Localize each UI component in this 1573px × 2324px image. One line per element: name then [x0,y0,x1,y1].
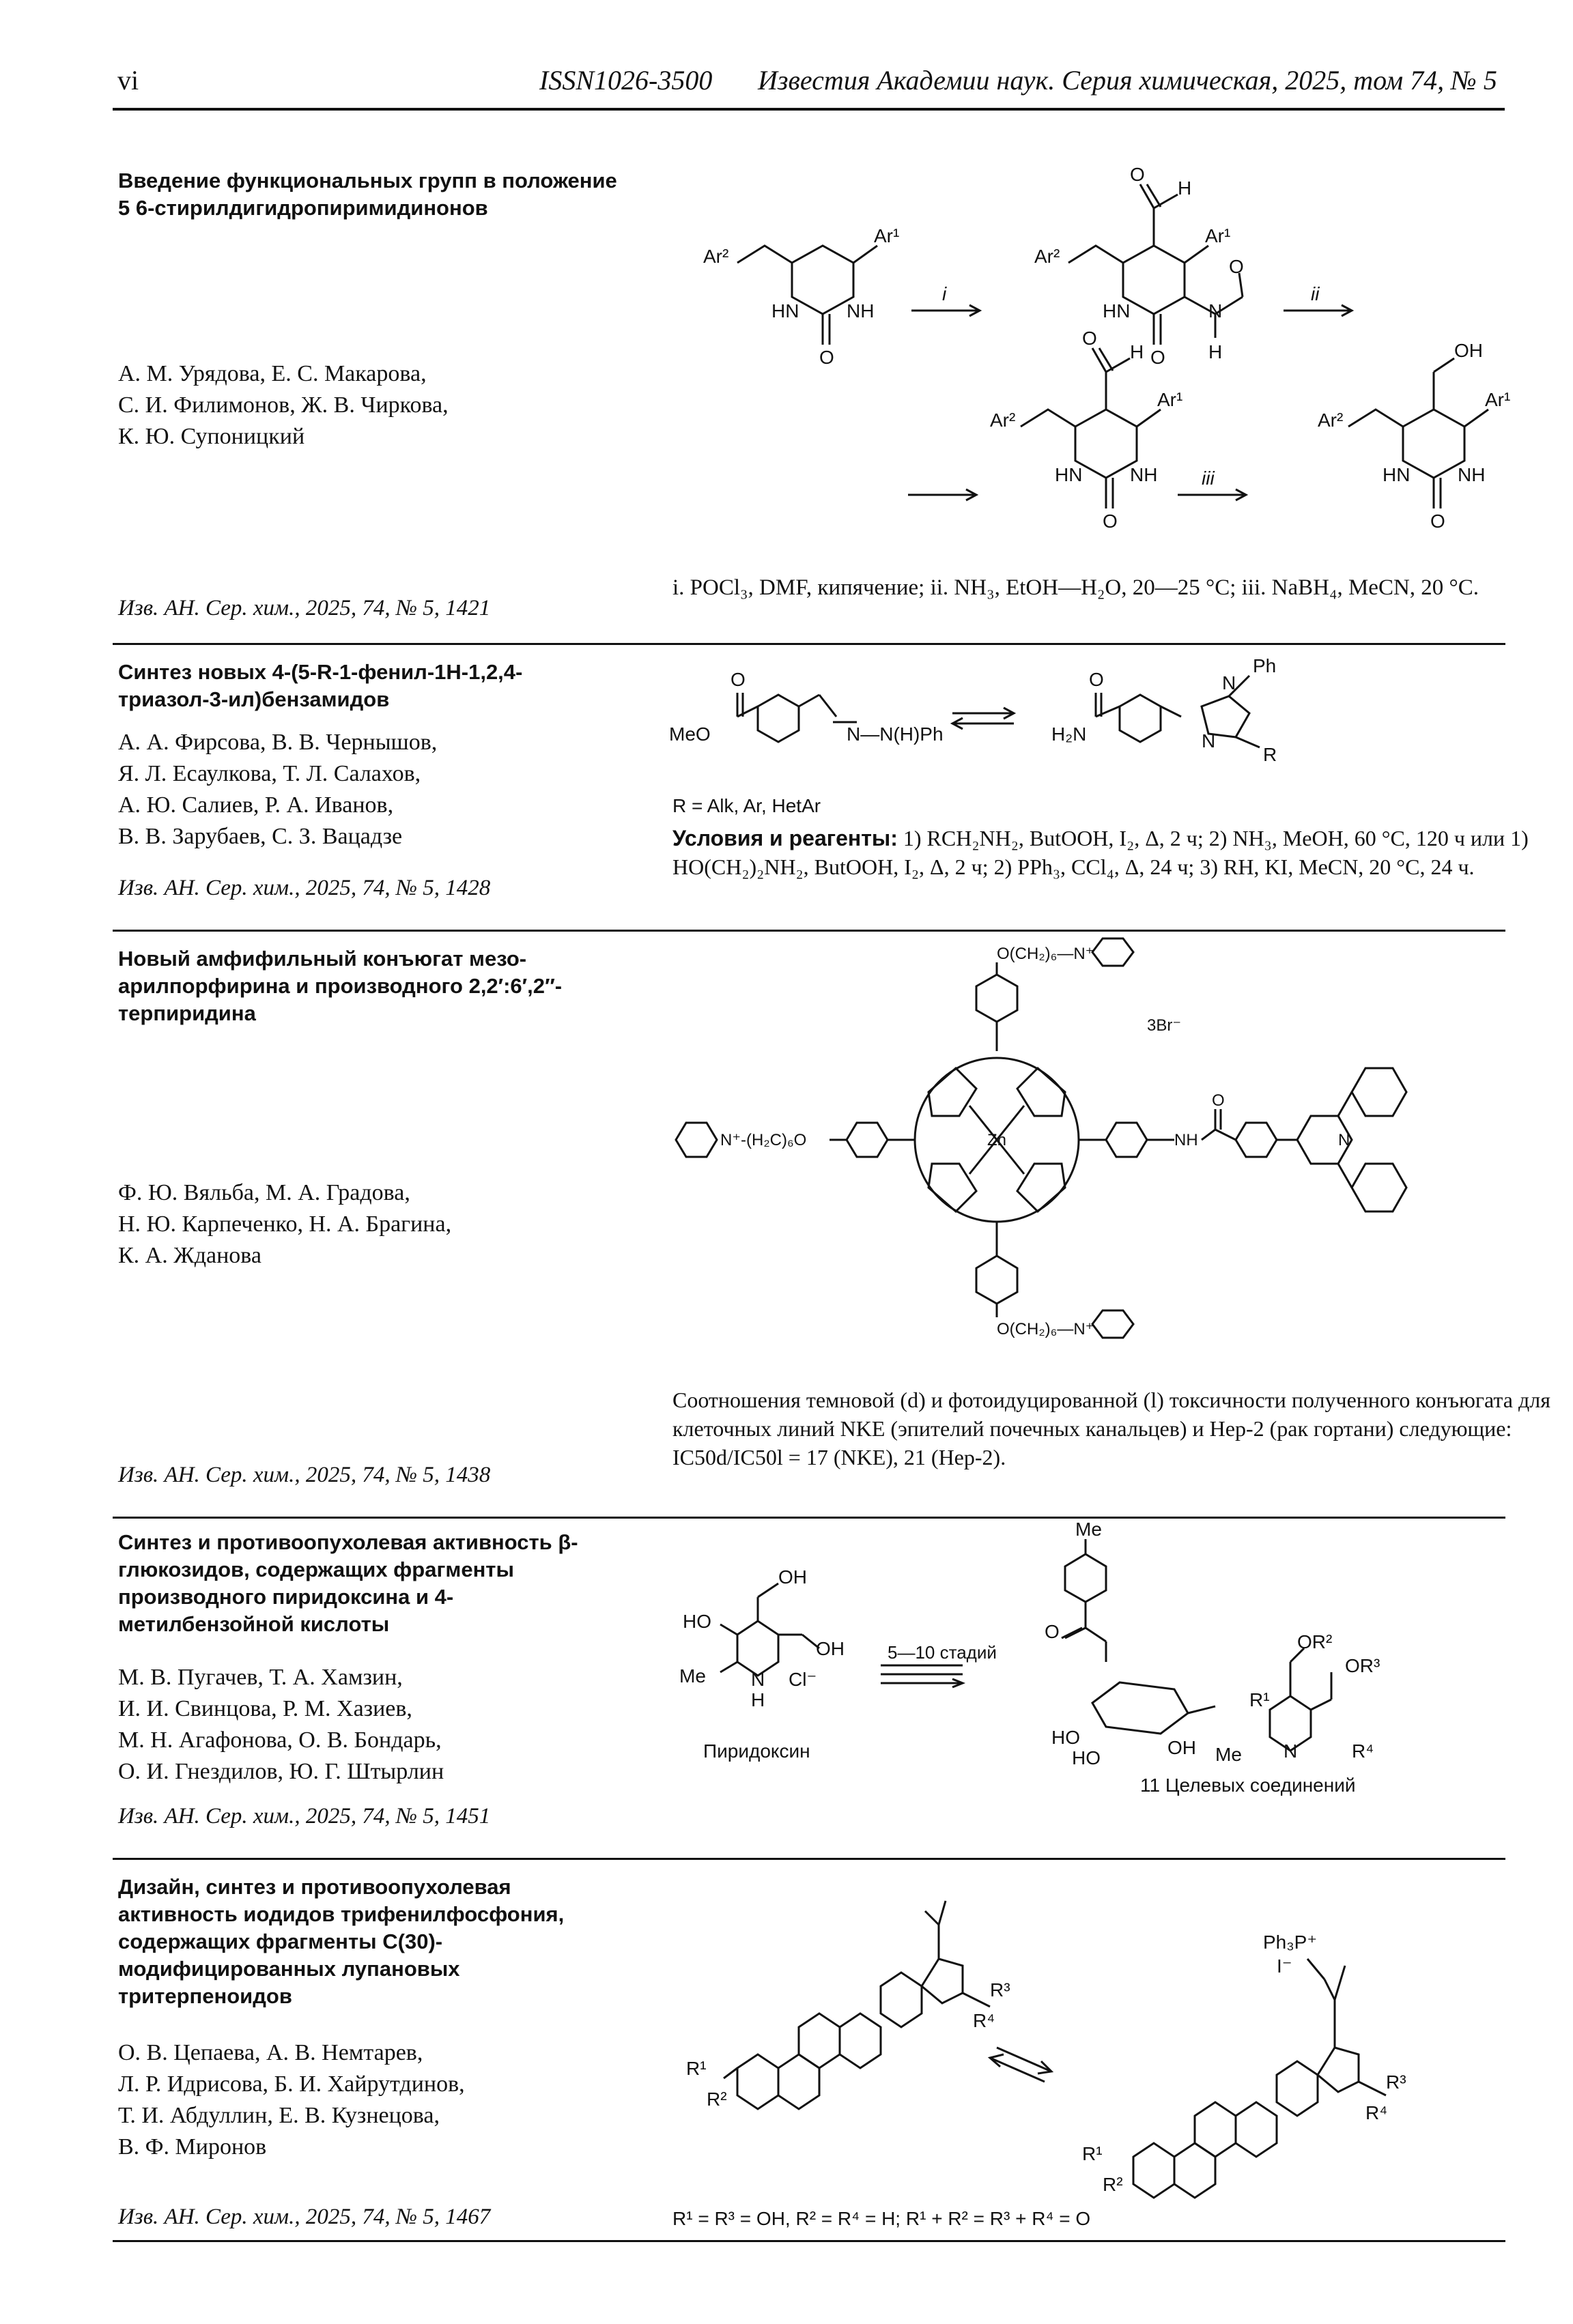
reaction-scheme-1 [669,154,1516,597]
label-n: N [1284,1740,1298,1762]
entry-citation[interactable]: Изв. АН. Сер. хим., 2025, 74, № 5, 1428 [118,876,491,900]
label-hn: HN [771,300,799,321]
label-o: O [1103,511,1118,532]
page-number: vi [117,65,139,96]
label-ar2: Ar² [1318,410,1344,431]
r-definition: R = Alk, Ar, HetAr [672,795,821,816]
entry-citation[interactable]: Изв. АН. Сер. хим., 2025, 74, № 5, 1438 [118,1463,491,1487]
reaction-scheme-2 [669,648,1516,785]
label-ar1: Ar¹ [1157,389,1183,410]
entry-authors: Ф. Ю. Вяльба, М. А. Градова, Н. Ю. Карпеченко, Н. А. Брагина, К. А. Жданова [118,1180,452,1268]
label-r: R [1263,744,1277,765]
label-meo: MeO [669,723,711,745]
label-step-ii: ii [1311,283,1320,304]
entry-title[interactable]: Синтез и противоопухолевая активность β-глюкозидов, содержащих фрагменты производного пиридоксина и 4-метилбензойной кислоты [118,1530,578,1636]
label-r3: R³ [1386,2071,1406,2093]
entry-separator [113,2240,1505,2242]
label-h2n: H₂N [1051,723,1087,745]
porphyrin-conjugate-structure [669,935,1516,1358]
label-h: H [1208,341,1223,362]
label-ar2: Ar² [990,410,1016,431]
reaction-scheme-4 [669,1519,1516,1853]
header-rule [113,108,1505,111]
label-h: H [1130,341,1144,362]
label-chloride: Cl⁻ [789,1669,817,1690]
label-o: O [1150,347,1165,368]
label-step-iii: iii [1202,468,1215,489]
label-n: N [1202,730,1216,751]
entry-1 [113,154,1511,645]
entry-authors: М. В. Пугачев, Т. А. Хамзин, И. И. Свинцова, Р. М. Хазиев, М. Н. Агафонова, О. В. Бондарь, О. И. Гнездилов, Ю. Г. Штырлин [118,1665,444,1784]
label-r1: R¹ [1082,2143,1103,2164]
entry-note: Соотношения темновой (d) и фотоидуцированной (l) токсичности полученного конъюгата для клеточных линий NKE (эпителий почечных канальцев) и Hep-2 (рак гортани) следующие: IC50d/IC50l = 17 (NKE), 21 (Hep-2). [672,1388,1550,1469]
pyridoxine-label: Пиридоксин [703,1740,810,1762]
label-iodide: I⁻ [1277,1955,1292,1977]
label-me: Me [1215,1744,1242,1765]
label-chain-top: O(CH₂)₆—N⁺ [997,945,1094,963]
label-o: O [1229,256,1244,277]
issn: ISSN1026-3500 [539,65,713,96]
label-me: Me [1075,1519,1102,1540]
label-o: O [1045,1621,1060,1642]
label-h: H [751,1689,765,1710]
label-chain-bottom: O(CH₂)₆—N⁺ [997,1320,1094,1338]
targets-label: 11 Целевых соединений [1140,1775,1356,1796]
label-r3: R³ [990,1979,1010,2000]
label-ho: HO [1072,1747,1101,1768]
entry-citation[interactable]: Изв. АН. Сер. хим., 2025, 74, № 5, 1421 [118,596,491,620]
entry-conditions [672,824,1573,881]
label-oh: OH [778,1566,807,1588]
label-o: O [731,669,746,690]
label-ar2: Ar² [703,246,729,267]
conditions-heading: Условия и реагенты: [672,826,898,850]
label-oh: OH [1167,1737,1196,1758]
entry-authors: О. В. Цепаева, А. В. Немтарев, Л. Р. Идрисова, Б. И. Хайрутдинов, Т. И. Абдуллин, Е. В. Кузнецова, В. Ф. Миронов [118,2040,465,2160]
entry-authors: А. М. Урядова, Е. С. Макарова, С. И. Филимонов, Ж. В. Чиркова, К. Ю. Супоницкий [118,361,449,449]
label-n: N [1208,300,1223,321]
label-o: O [1082,328,1097,349]
label-n: N [1222,672,1236,693]
label-ar1: Ar¹ [1205,225,1231,246]
label-r1: R¹ [686,2058,707,2079]
label-nh: NH [1174,1131,1198,1149]
label-chain-left: N⁺-(H₂C)₆O [720,1131,807,1149]
label-ar1: Ar¹ [874,225,900,246]
entry-title[interactable]: Синтез новых 4-(5-R-1-фенил-1H-1,2,4-триазол-3-ил)бензамидов [118,660,523,711]
label-n: N [1338,1131,1350,1149]
r-definition: R¹ = R³ = OH, R² = R⁴ = H; R¹ + R² = R³ + R⁴ = O [672,2208,1091,2229]
reaction-scheme-5 [669,1863,1516,2205]
label-ph: Ph [1253,655,1277,676]
label-hn: HN [1103,300,1131,321]
label-oh: OH [816,1638,845,1659]
label-me: Me [679,1665,706,1687]
label-r2: R² [1103,2174,1123,2195]
journal-title: Известия Академии наук. Серия химическая, 2025, том 74, № 5 [758,65,1497,96]
label-or3: OR³ [1345,1655,1380,1676]
label-r4: R⁴ [1352,1740,1374,1762]
label-step-i: i [942,283,947,304]
entry-title[interactable]: Дизайн, синтез и противоопухолевая активность иодидов трифенилфосфония, содержащих фрагменты C(30)-модифицированных лупановых тритерпеноидов [118,1875,565,2008]
label-hn: HN [1055,464,1083,485]
label-nh: NH [847,300,875,321]
label-r1: R¹ [1249,1689,1270,1710]
entry-title[interactable]: Введение функциональных групп в положение 5 6-стирилдигидропиримидинонов [118,169,617,220]
label-ho: HO [683,1611,711,1632]
entry-3 [113,932,1550,1519]
entry-2 [113,645,1529,932]
label-r4: R⁴ [973,2010,995,2031]
entry-5 [113,1860,1505,2242]
label-nh: NH [1130,464,1158,485]
label-bromide: 3Br⁻ [1147,1016,1182,1035]
label-o: O [1212,1091,1225,1110]
entry-citation[interactable]: Изв. АН. Сер. хим., 2025, 74, № 5, 1451 [118,1804,491,1828]
label-nnhph: N—N(H)Ph [847,723,944,745]
label-h: H [1178,177,1192,199]
label-oh: OH [1454,340,1483,361]
label-nh: NH [1458,464,1486,485]
page-header [0,55,1573,116]
entry-citation[interactable]: Изв. АН. Сер. хим., 2025, 74, № 5, 1467 [118,2205,491,2229]
label-o: O [1430,511,1445,532]
label-ho: HO [1051,1727,1080,1748]
label-n: N [751,1669,765,1690]
label-ar2: Ar² [1034,246,1060,267]
entry-title[interactable]: Новый амфифильный конъюгат мезо-арилпорфирина и производного 2,2′:6′,2″-терпиридина [118,947,563,1025]
entry-authors: А. А. Фирсова, В. В. Чернышов, Я. Л. Есаулкова, Т. Л. Салахов, А. Ю. Салиев, Р. А. Иванов, В. В. Зарубаев, С. З. Вацадзе [118,730,438,849]
label-r2: R² [707,2089,727,2110]
label-zinc: Zn [987,1131,1007,1149]
label-o: O [819,347,834,368]
label-ar1: Ar¹ [1485,389,1511,410]
label-hn: HN [1383,464,1411,485]
label-o: O [1130,164,1145,185]
entry-4 [113,1519,1505,1860]
arrow-label: 5—10 стадий [888,1642,997,1663]
label-ph3p: Ph₃P⁺ [1263,1932,1318,1953]
label-or2: OR² [1297,1631,1333,1652]
conditions-text: 1) RCH₂NH₂, ButOOH, I₂, Δ, 2 ч; 2) NH₃, MeOH, 60 °C, 120 ч или 1) HO(CH₂)₂NH₂, ButOOH, I₂, Δ, 2 ч; 2) PPh₃, CCl₄, Δ, 24 ч; 3) RH, KI, MeCN, 20 °C, 24 ч. [672,826,1529,879]
label-o: O [1089,669,1104,690]
entry-conditions: i. POCl₃, DMF, кипячение; ii. NH₃, EtOH—H₂O, 20—25 °C; iii. NaBH₄, MeCN, 20 °C. [672,575,1479,600]
label-r4: R⁴ [1365,2102,1388,2123]
